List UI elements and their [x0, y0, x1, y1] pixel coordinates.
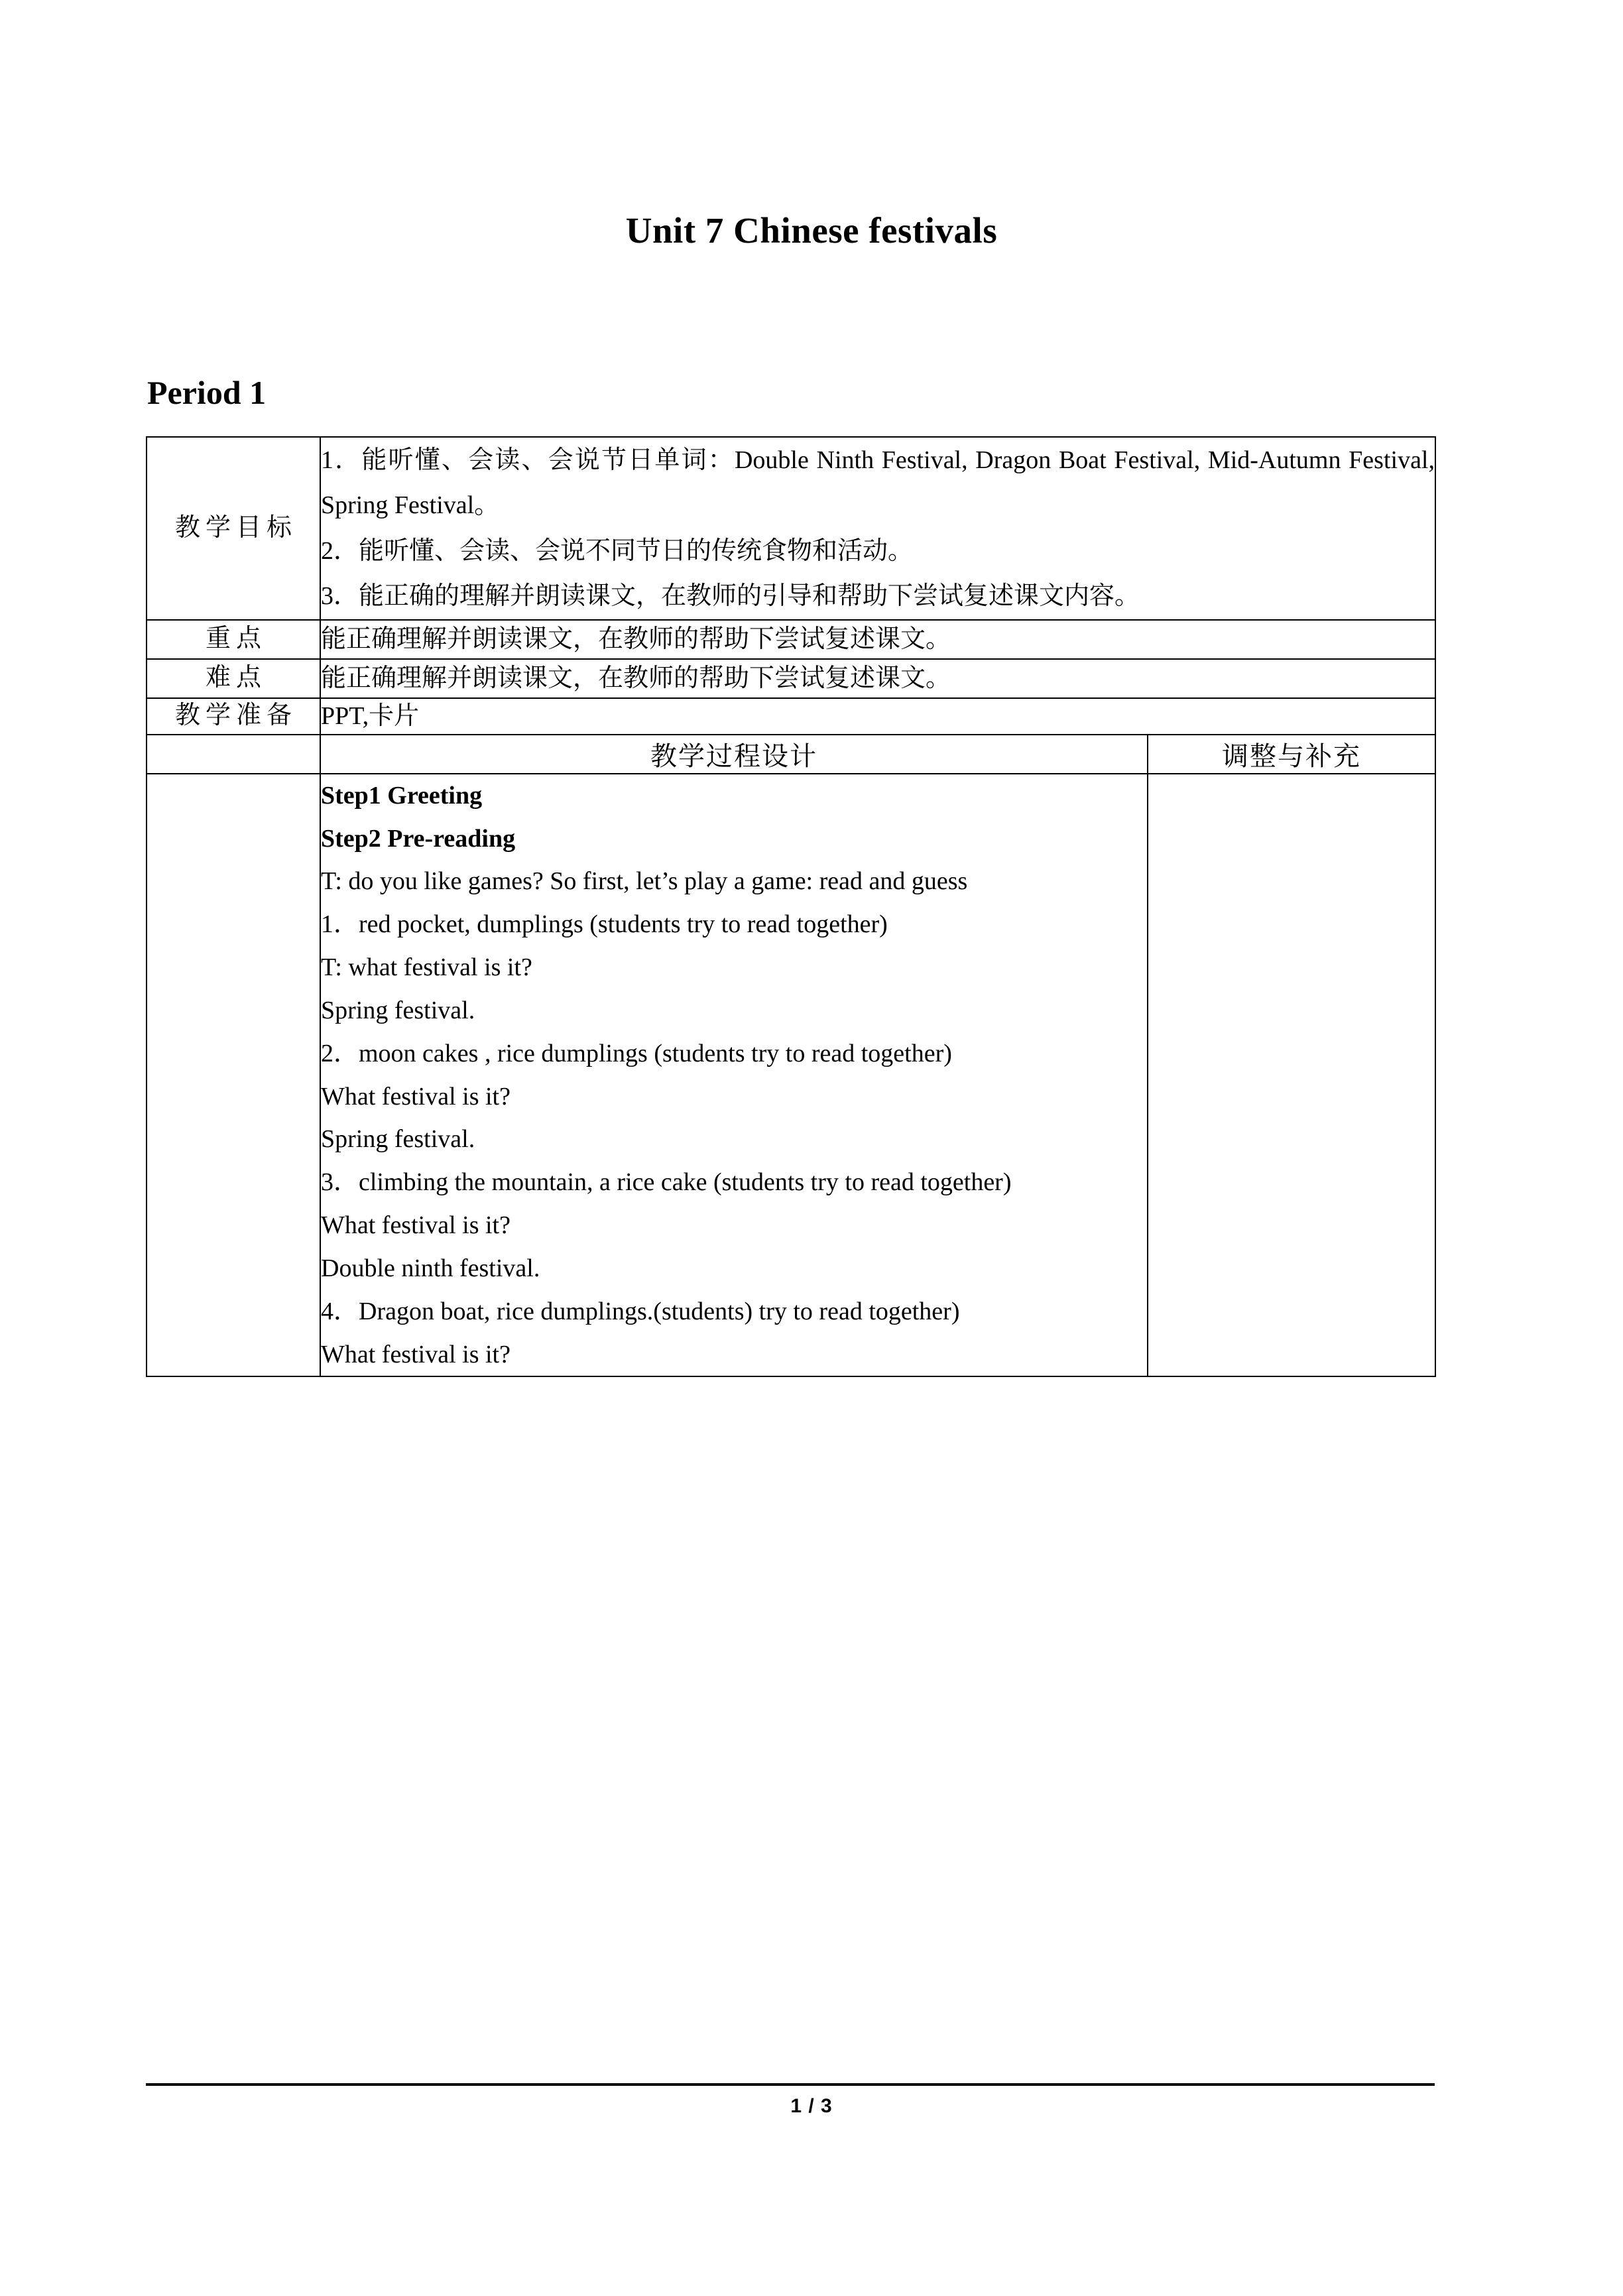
objectives-cell — [320, 437, 1435, 620]
table-row-difficulties — [147, 659, 1435, 698]
page-number: 1 / 3 — [790, 2095, 833, 2117]
notes-body-cell — [1148, 774, 1435, 1377]
row-label-key-points: 重点 — [147, 620, 320, 659]
objective-item-1: 1．能听懂、会读、会说节日单词：Double Ninth Festival, Dragon Boat Festival, Mid-Autumn Festival, Spring Festival。 — [321, 446, 1435, 520]
process-line: T: do you like games? So first, let’s play a game: read and guess — [321, 867, 968, 896]
process-line: 1．red pocket, dumplings (students try to read together) — [321, 910, 888, 939]
process-line: What festival is it? — [321, 1340, 511, 1368]
process-header: 教学过程设计 — [320, 735, 1148, 774]
key-points-cell: 能正确理解并朗读课文，在教师的帮助下尝试复述课文。 — [320, 620, 1435, 659]
process-line: What festival is it? — [321, 1082, 511, 1111]
process-body-cell — [320, 774, 1148, 1377]
empty-label-cell — [147, 735, 320, 774]
process-line: Spring festival. — [321, 1125, 475, 1154]
table-row-preparation — [147, 698, 1435, 735]
lesson-plan-table — [146, 436, 1436, 1377]
process-line: Step1 Greeting — [321, 781, 483, 810]
difficulties-cell: 能正确理解并朗读课文，在教师的帮助下尝试复述课文。 — [320, 659, 1435, 698]
table-row-objectives — [147, 437, 1435, 620]
notes-header: 调整与补充 — [1148, 735, 1435, 774]
period-heading: Period 1 — [147, 374, 267, 411]
table-row-key-points — [147, 620, 1435, 659]
process-line: 2．moon cakes , rice dumplings (students try to read together) — [321, 1039, 952, 1067]
objective-item-2: 2．能听懂、会读、会说不同节日的传统食物和活动。 — [321, 536, 914, 565]
row-label-preparation: 教学准备 — [147, 698, 320, 735]
row-label-difficulties: 难点 — [147, 659, 320, 698]
process-line: Step2 Pre-reading — [321, 824, 516, 853]
process-line: Double ninth festival. — [321, 1254, 540, 1282]
process-line: T: what festival is it? — [321, 953, 532, 982]
row-label-objectives: 教学目标 — [147, 437, 320, 620]
objective-item-3: 3．能正确的理解并朗读课文，在教师的引导和帮助下尝试复述课文内容。 — [321, 582, 1140, 611]
table-row-process-body — [147, 774, 1435, 1377]
preparation-cell: PPT,卡片 — [320, 698, 1435, 735]
process-line: 4．Dragon boat, rice dumplings.(students) try to read together) — [321, 1297, 960, 1325]
page-title: Unit 7 Chinese festivals — [625, 210, 998, 251]
empty-label-cell-2 — [147, 774, 320, 1377]
process-line: 3．climbing the mountain, a rice cake (students try to read together) — [321, 1168, 1012, 1197]
process-line: What festival is it? — [321, 1211, 511, 1240]
footer-divider — [146, 2083, 1435, 2086]
table-row-process-header — [147, 735, 1435, 774]
process-line: Spring festival. — [321, 996, 475, 1024]
